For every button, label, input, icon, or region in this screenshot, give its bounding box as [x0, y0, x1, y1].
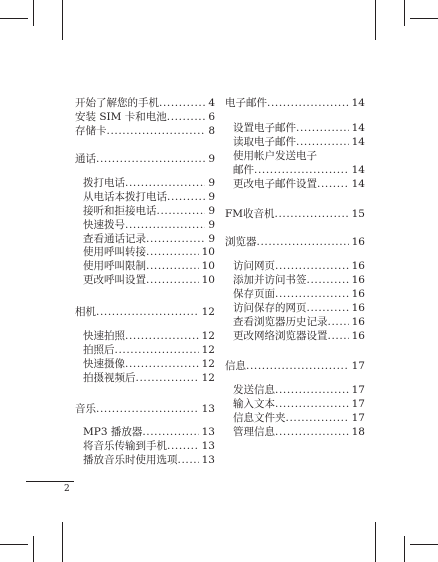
toc-subentry[interactable]: 访问保存的网页 ..... 16 — [233, 302, 365, 315]
toc-subentry[interactable]: 读取电子邮件 ..... 14 — [233, 136, 365, 149]
crop-mark — [404, 0, 405, 26]
crop-mark — [375, 0, 376, 40]
crop-mark — [410, 18, 438, 19]
toc-subentry[interactable]: 保存页面 ..... 16 — [233, 288, 365, 301]
toc-subentry[interactable]: 查看通话记录 ..... 9 — [83, 233, 215, 246]
toc-subentry[interactable]: 更改网络浏览器设置 ..... 16 — [233, 330, 365, 343]
toc-subentry[interactable]: 从电话本拨打电话 ..... 9 — [83, 191, 215, 204]
toc-entry[interactable]: FM收音机 ..... 15 — [225, 208, 365, 221]
toc-subentry[interactable]: 信息文件夹 ..... 17 — [233, 412, 365, 425]
toc-entry[interactable]: 音乐 ..... 13 — [75, 403, 215, 416]
toc-subentry[interactable]: 发送信息 ..... 17 — [233, 384, 365, 397]
toc-entry[interactable]: 存储卡 ..... 8 — [75, 125, 215, 138]
toc-entry[interactable]: 浏览器 ..... 16 — [225, 236, 365, 249]
toc-subentry[interactable]: 播放音乐时使用选项 ..... 13 — [83, 454, 215, 467]
crop-mark — [0, 544, 28, 545]
toc-subentry[interactable]: 更改电子邮件设置 ..... 14 — [233, 178, 365, 191]
toc-subentry[interactable]: 快速拨号 ..... 9 — [83, 219, 215, 232]
toc-subentry[interactable]: 访问网页 ..... 16 — [233, 260, 365, 273]
toc-subentry[interactable]: 快速摄像 ..... 12 — [83, 358, 215, 371]
toc-subentry[interactable]: 快速拍照 ..... 12 — [83, 330, 215, 343]
crop-mark — [0, 18, 28, 19]
crop-mark — [410, 544, 438, 545]
toc-subentry[interactable]: MP3 播放器 ..... 13 — [83, 426, 215, 439]
toc-entry[interactable]: 开始了解您的手机 ..... 4 — [75, 97, 215, 110]
crop-mark — [62, 0, 63, 40]
toc-subentry[interactable]: 设置电子邮件 ..... 14 — [233, 122, 365, 135]
toc-subentry[interactable]: 接听和拒接电话 ..... 9 — [83, 205, 215, 218]
toc-subentry[interactable]: 拍摄视频后 ..... 12 — [83, 372, 215, 385]
page-number: 2 — [64, 484, 70, 494]
crop-mark — [404, 536, 405, 562]
toc-subentry[interactable]: 管理信息 ..... 18 — [233, 426, 365, 439]
crop-mark — [62, 522, 63, 562]
toc-subentry[interactable]: 使用呼叫转接 ..... 10 — [83, 246, 215, 259]
crop-mark — [33, 536, 34, 562]
toc-subentry-heading[interactable]: 使用帐户发送电子 — [233, 150, 317, 162]
toc-entry[interactable]: 通话 ..... 9 — [75, 153, 215, 166]
toc-subentry[interactable]: 查看浏览器历史记录 ..... 16 — [233, 316, 365, 329]
toc-subentry[interactable]: 添加并访问书签 ..... 16 — [233, 274, 365, 287]
toc-subentry[interactable]: 拨打电话 ..... 9 — [83, 177, 215, 190]
toc-entry[interactable]: 信息 ..... 17 — [225, 360, 365, 373]
toc-entry[interactable]: 电子邮件 ..... 14 — [225, 97, 365, 110]
crop-mark — [375, 522, 376, 562]
crop-mark — [33, 0, 34, 26]
page-number-rule — [26, 481, 74, 482]
toc-entry[interactable]: 相机 ..... 12 — [75, 306, 215, 319]
toc-subentry[interactable]: 使用呼叫限制 ..... 10 — [83, 260, 215, 273]
toc-subentry[interactable]: 邮件 ..... 14 — [233, 164, 365, 177]
toc-subentry[interactable]: 输入文本 ..... 17 — [233, 398, 365, 411]
toc-subentry[interactable]: 将音乐传输到手机 ..... 13 — [83, 440, 215, 453]
toc-entry[interactable]: 安装 SIM 卡和电池 ..... 6 — [75, 111, 215, 124]
toc-subentry[interactable]: 更改呼叫设置 ..... 10 — [83, 274, 215, 287]
toc-subentry[interactable]: 拍照后 ..... 12 — [83, 344, 215, 357]
